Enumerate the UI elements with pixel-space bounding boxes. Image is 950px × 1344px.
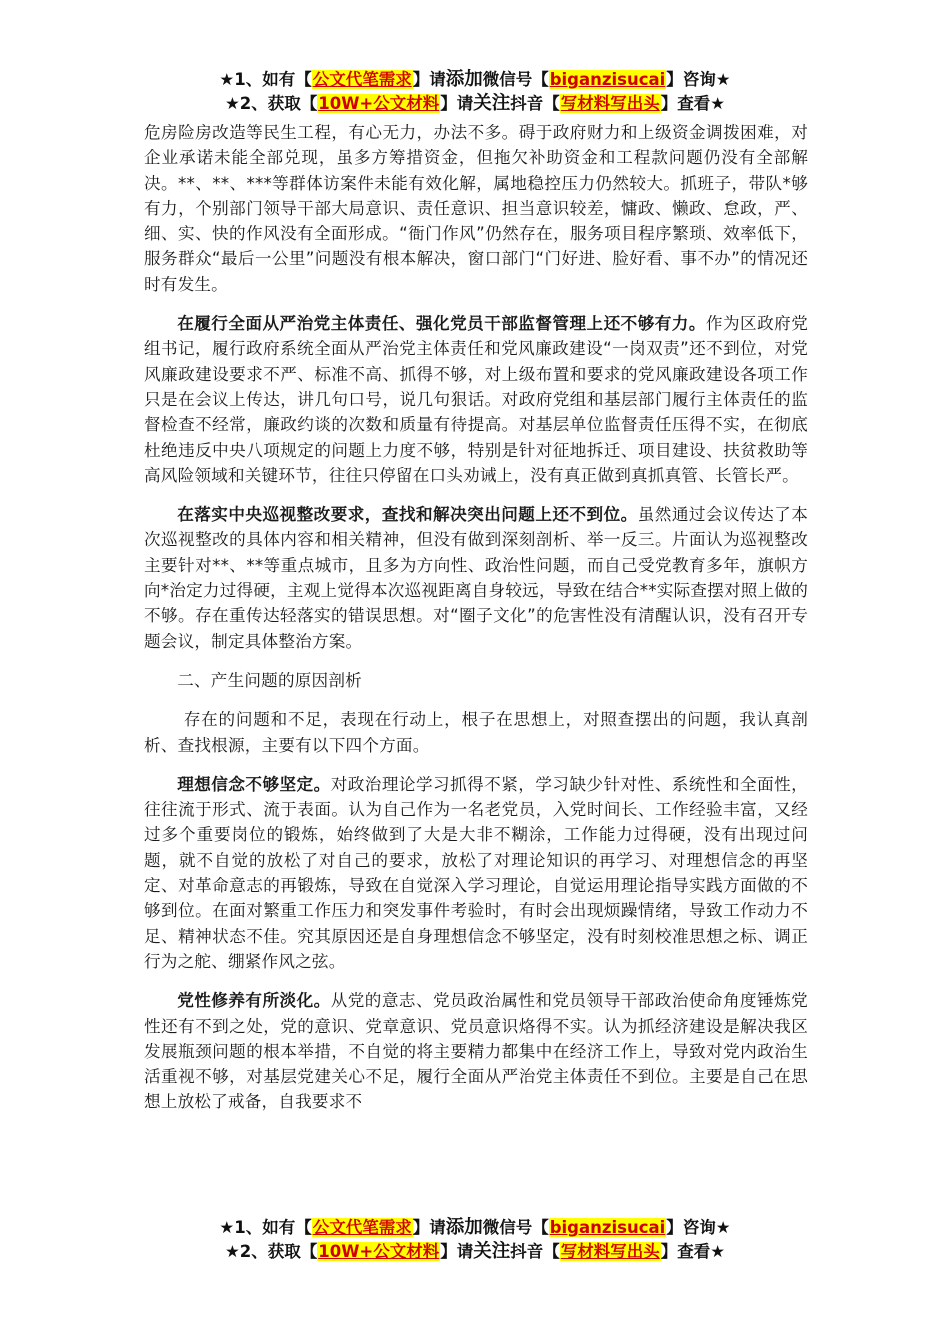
promo-text: ★1、如有【 bbox=[219, 1218, 312, 1237]
promo-text: 】咨询★ bbox=[666, 1218, 731, 1237]
paragraph-lead: 党性修养有所淡化。 bbox=[177, 991, 331, 1011]
document-body bbox=[144, 120, 808, 1115]
promo-footer bbox=[0, 1216, 950, 1264]
section-heading: 二、产生问题的原因剖析 bbox=[177, 670, 362, 690]
paragraph bbox=[144, 502, 808, 654]
promo-text: ★2、获取【 bbox=[224, 1242, 318, 1261]
paragraph-text: 虽然通过会议传达了本次巡视整改的具体内容和相关精神，但没有做到深刻剖析、举一反三。片面认为巡视整改主要针对**、**等重点城市，且多为方向性、政治性问题，而自己受党教育多年，旗帜方向*治定力过得硬，主观上觉得本次巡视距离自身较远，导致在结合**实际查摆对照上做的不够。存在重传达轻落实的错误思想。对“圈子文化”的危害性没有清醒认识，没有召开专题会议，制定具体整治方案。 bbox=[144, 505, 808, 651]
promo-text: 微信号【 bbox=[482, 70, 549, 89]
promo-highlight: biganzisucai bbox=[549, 1218, 666, 1237]
promo-header bbox=[0, 68, 950, 116]
paragraph bbox=[144, 311, 808, 488]
promo-text: 】咨询★ bbox=[666, 70, 731, 89]
promo-highlight: 写材料写出头 bbox=[560, 94, 660, 113]
promo-text: 】请 bbox=[412, 70, 446, 89]
promo-text: 】请 bbox=[440, 1242, 474, 1261]
paragraph-text: 对政治理论学习抓得不紧，学习缺少针对性、系统性和全面性，往往流于形式、流于表面。认为自己作为一名老党员，入党时间长、工作经验丰富，又经过多个重要岗位的锻炼，始终做到了大是大非不糊涂，工作能力过得硬，没有出现过问题，就不自觉的放松了对自己的要求，放松了对理论知识的再学习、对理想信念的再坚定、对革命意志的再锻炼，导致在自觉深入学习理论，自觉运用理论指导实践方面做的不够到位。在面对繁重工作压力和突发事件考验时，有时会出现烦躁情绪，导致工作动力不足、精神状态不佳。究其原因还是自身理想信念不够坚定，没有时刻校准思想之标、调正行为之舵、绷紧作风之弦。 bbox=[144, 774, 808, 971]
promo-text: 】查看★ bbox=[660, 1242, 726, 1261]
promo-highlight: 10W+公文材料 bbox=[318, 94, 440, 113]
paragraph-lead: 在落实中央巡视整改要求，查找和解决突出问题上还不到位。 bbox=[177, 505, 638, 525]
promo-text: 抖音【 bbox=[510, 94, 560, 113]
promo-text: ★2、获取【 bbox=[224, 94, 318, 113]
promo-text: 】查看★ bbox=[660, 94, 726, 113]
promo-text: 】请 bbox=[440, 94, 474, 113]
paragraph-lead: 理想信念不够坚定。 bbox=[177, 774, 331, 794]
paragraph: 危房险房改造等民生工程，有心无力，办法不多。碍于政府财力和上级资金调拨困难，对企业承诺未能全部兑现，虽多方筹措资金，但拖欠补助资金和工程款问题仍没有全部解决。**、**、***等群体访案件未能有效化解，属地稳控压力仍然较大。抓班子，带队*够有力，个别部门领导干部大局意识、责任意识、担当意识较差，慵政、懒政、怠政，严、细、实、快的作风没有全面形成。“衙门作风”仍然存在，服务项目程序繁琐、效率低下，服务群众“最后一公里”问题没有根本解决，窗口部门“门好进、脸好看、事不办”的情况还时有发生。 bbox=[144, 123, 808, 294]
promo-line-2 bbox=[0, 1240, 950, 1264]
promo-text: ★1、如有【 bbox=[219, 70, 312, 89]
paragraph bbox=[144, 988, 808, 1114]
paragraph bbox=[144, 772, 808, 974]
promo-text: 微信号【 bbox=[482, 1218, 549, 1237]
promo-text: 】请 bbox=[412, 1218, 446, 1237]
promo-line-1 bbox=[0, 1216, 950, 1240]
promo-highlight: biganzisucai bbox=[549, 70, 666, 89]
paragraph-text: 作为区政府党组书记，履行政府系统全面从严治党主体责任和党风廉政建设“一岗双责”还不到位，对党风廉政建设要求不严、标准不高、抓得不够，对上级布置和要求的党风廉政建设各项工作只是在会议上传达，讲几句口号，说几句狠话。对政府党组和基层部门履行主体责任的监督检查不经常，廉政约谈的次数和质量有待提高。对基层单位监督责任压得不实，在彻底杜绝违反中央八项规定的问题上力度不够，特别是针对征地拆迁、项目建设、扶贫救助等高风险领域和关键环节，往往只停留在口头劝诫上，没有真正做到真抓真管、长管长严。 bbox=[144, 314, 808, 485]
promo-emphasis: 添加 bbox=[445, 1217, 483, 1238]
promo-highlight: 写材料写出头 bbox=[560, 1242, 660, 1261]
paragraph: 存在的问题和不足，表现在行动上，根子在思想上，对照查摆出的问题，我认真剖析、查找根源，主要有以下四个方面。 bbox=[144, 710, 808, 755]
promo-emphasis: 添加 bbox=[445, 69, 483, 90]
promo-text: 抖音【 bbox=[510, 1242, 560, 1261]
paragraph-text: 从党的意志、党员政治属性和党员领导干部政治使命角度锤炼党性还有不到之处，党的意识、党章意识、党员意识烙得不实。认为抓经济建设是解决我区发展瓶颈问题的根本举措，不自觉的将主要精力都集中在经济工作上，导致对党内政治生活重视不够，对基层党建关心不足，履行全面从严治党主体责任不到位。主要是自己在思想上放松了戒备，自我要求不 bbox=[144, 991, 808, 1112]
promo-emphasis: 关注 bbox=[473, 1241, 511, 1262]
promo-highlight: 公文代笔需求 bbox=[312, 70, 412, 89]
promo-line-2 bbox=[0, 92, 950, 116]
promo-highlight: 公文代笔需求 bbox=[312, 1218, 412, 1237]
promo-highlight: 10W+公文材料 bbox=[318, 1242, 440, 1261]
paragraph-lead: 在履行全面从严治党主体责任、强化党员干部监督管理上还不够有力。 bbox=[177, 314, 706, 334]
promo-line-1 bbox=[0, 68, 950, 92]
promo-emphasis: 关注 bbox=[473, 93, 511, 114]
